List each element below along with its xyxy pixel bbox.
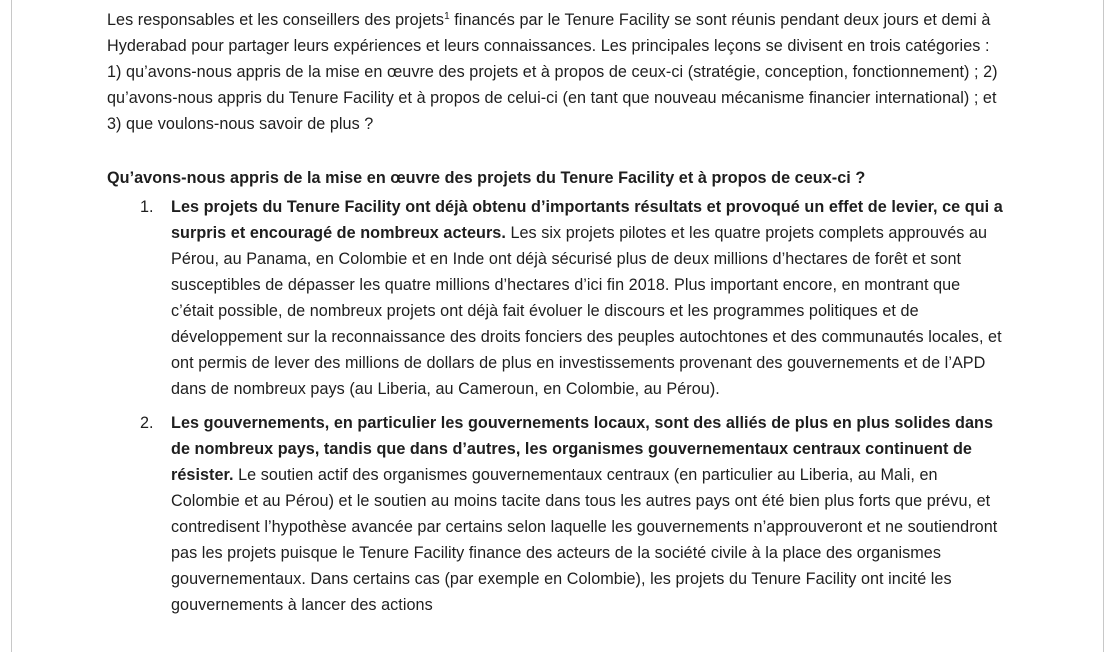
section-heading: Qu’avons-nous appris de la mise en œuvre des projets du Tenure Facility et à propos de ceux-ci ? <box>107 169 866 187</box>
page-border-right <box>1103 0 1104 652</box>
list-item-lead: Les gouvernements, en particulier les gouvernements locaux, sont des alliés de plus en plus solides dans de nombreux pays, tandis que dans d’autres, les organismes gouvernementaux centraux continuent de résister. <box>171 414 994 484</box>
list-item <box>107 410 1007 618</box>
list-item-text: Le soutien actif des organismes gouvernementaux centraux (en particulier au Liberia, au Mali, en Colombie et au Pérou) et le soutien au moins tacite dans tous les autres pays ont été bien plus forts que prévu, et contredisent l’hypothèse avancée par certains selon laquelle les gouvernements n’approuveront et ne soutiendront pas les projets puisque le Tenure Facility finance des acteurs de la société civile à la place des organismes gouvernementaux. Dans certains cas (par exemple en Colombie), les projets du Tenure Facility ont incité les gouvernements à lancer des actions <box>171 466 998 614</box>
intro-text-start: Les responsables et les conseillers des projets <box>107 11 445 29</box>
intro-text-rest: financés par le Tenure Facility se sont réunis pendant deux jours et demi à Hyderabad pour partager leurs expériences et leurs connaissances. Les principales leçons se divisent en trois catégories : 1) qu’avons-nous appris de la mise en œuvre des projets et à propos de ceux-ci (stratégie, conception, fonctionnement) ; 2) qu’avons-nous appris du Tenure Facility et à propos de celui-ci (en tant que nouveau mécanisme financier international) ; et 3) que voulons-nous savoir de plus ? <box>107 11 998 133</box>
intro-paragraph <box>107 7 1007 137</box>
list-item-number: 1. <box>140 198 154 216</box>
numbered-list <box>107 194 1007 618</box>
list-item-number: 2. <box>140 414 154 432</box>
list-item <box>107 194 1007 402</box>
list-item-lead: Les projets du Tenure Facility ont déjà obtenu d’importants résultats et provoqué un effet de levier, ce qui a surpris et encouragé de nombreux acteurs. <box>171 198 1003 242</box>
document-body <box>107 7 1007 626</box>
list-item-text: Les six projets pilotes et les quatre projets complets approuvés au Pérou, au Panama, en Colombie et en Inde ont déjà sécurisé plus de deux millions d’hectares de forêt et sont susceptibles de dépasser les quatre millions d’hectares d’ici fin 2018. Plus important encore, en montrant que c’était possible, de nombreux projets ont déjà fait évoluer le discours et les programmes politiques et de développement sur la reconnaissance des droits fonciers des peuples autochtones et des communautés locales, et ont permis de lever des millions de dollars de plus en investissements provenant des gouvernements et de l’APD dans de nombreux pays (au Liberia, au Cameroun, en Colombie, au Pérou). <box>171 224 1002 398</box>
footnote-marker[interactable]: 1 <box>444 11 450 22</box>
page-border-left <box>11 0 12 652</box>
